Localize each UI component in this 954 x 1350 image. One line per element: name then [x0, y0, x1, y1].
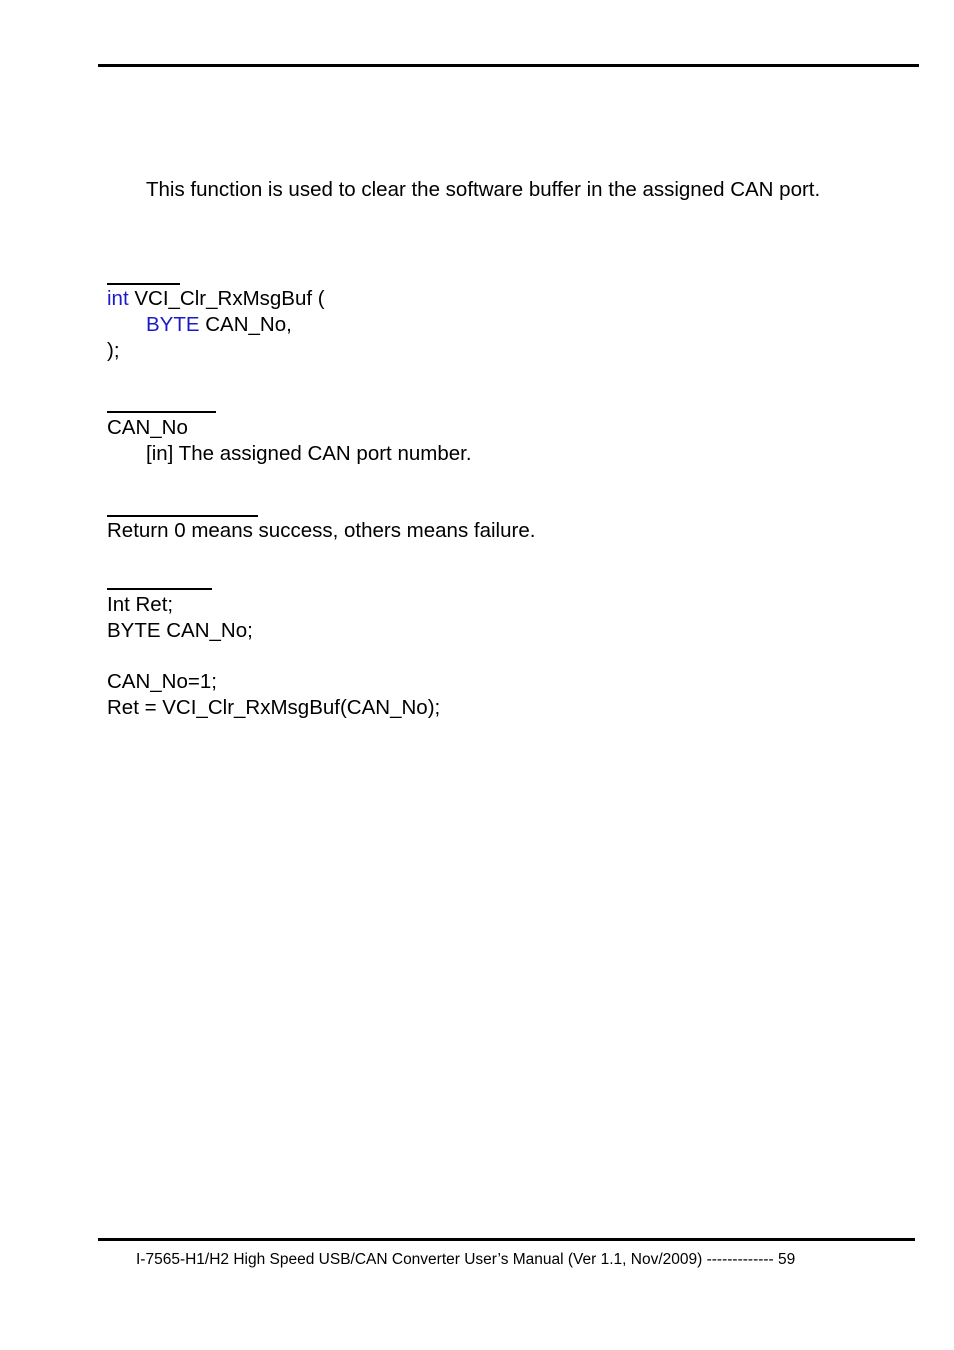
page-footer: I-7565-H1/H2 High Speed USB/CAN Converter User’s Manual (Ver 1.1, Nov/2009) ------------- 59 [136, 1251, 796, 1268]
example-line-4: Ret = VCI_Clr_RxMsgBuf(CAN_No); [107, 696, 441, 719]
keyword-int: int [107, 287, 129, 310]
example-line-3: CAN_No=1; [107, 670, 217, 693]
function-signature: VCI_Clr_RxMsgBuf ( [128, 287, 325, 310]
parameter-heading-underline [107, 411, 216, 413]
description-paragraph: This function is used to clear the software buffer in the assigned CAN port. [146, 178, 821, 201]
example-line-2: BYTE CAN_No; [107, 619, 253, 642]
keyword-byte: BYTE [146, 313, 200, 336]
syntax-line-1 [107, 286, 325, 312]
return-value-text: Return 0 means success, others means failure. [107, 519, 536, 542]
example-line-1: Int Ret; [107, 593, 174, 616]
syntax-line-2 [146, 312, 292, 338]
header-rule [98, 64, 919, 67]
syntax-line-3: ); [107, 339, 120, 362]
footer-rule [98, 1238, 915, 1241]
parameter-name: CAN_No [107, 416, 188, 439]
return-heading-underline [107, 515, 258, 517]
parameter-declaration: CAN_No, [199, 313, 292, 336]
parameter-description: [in] The assigned CAN port number. [146, 442, 472, 465]
example-heading-underline [107, 588, 212, 590]
syntax-heading-underline [107, 283, 180, 285]
